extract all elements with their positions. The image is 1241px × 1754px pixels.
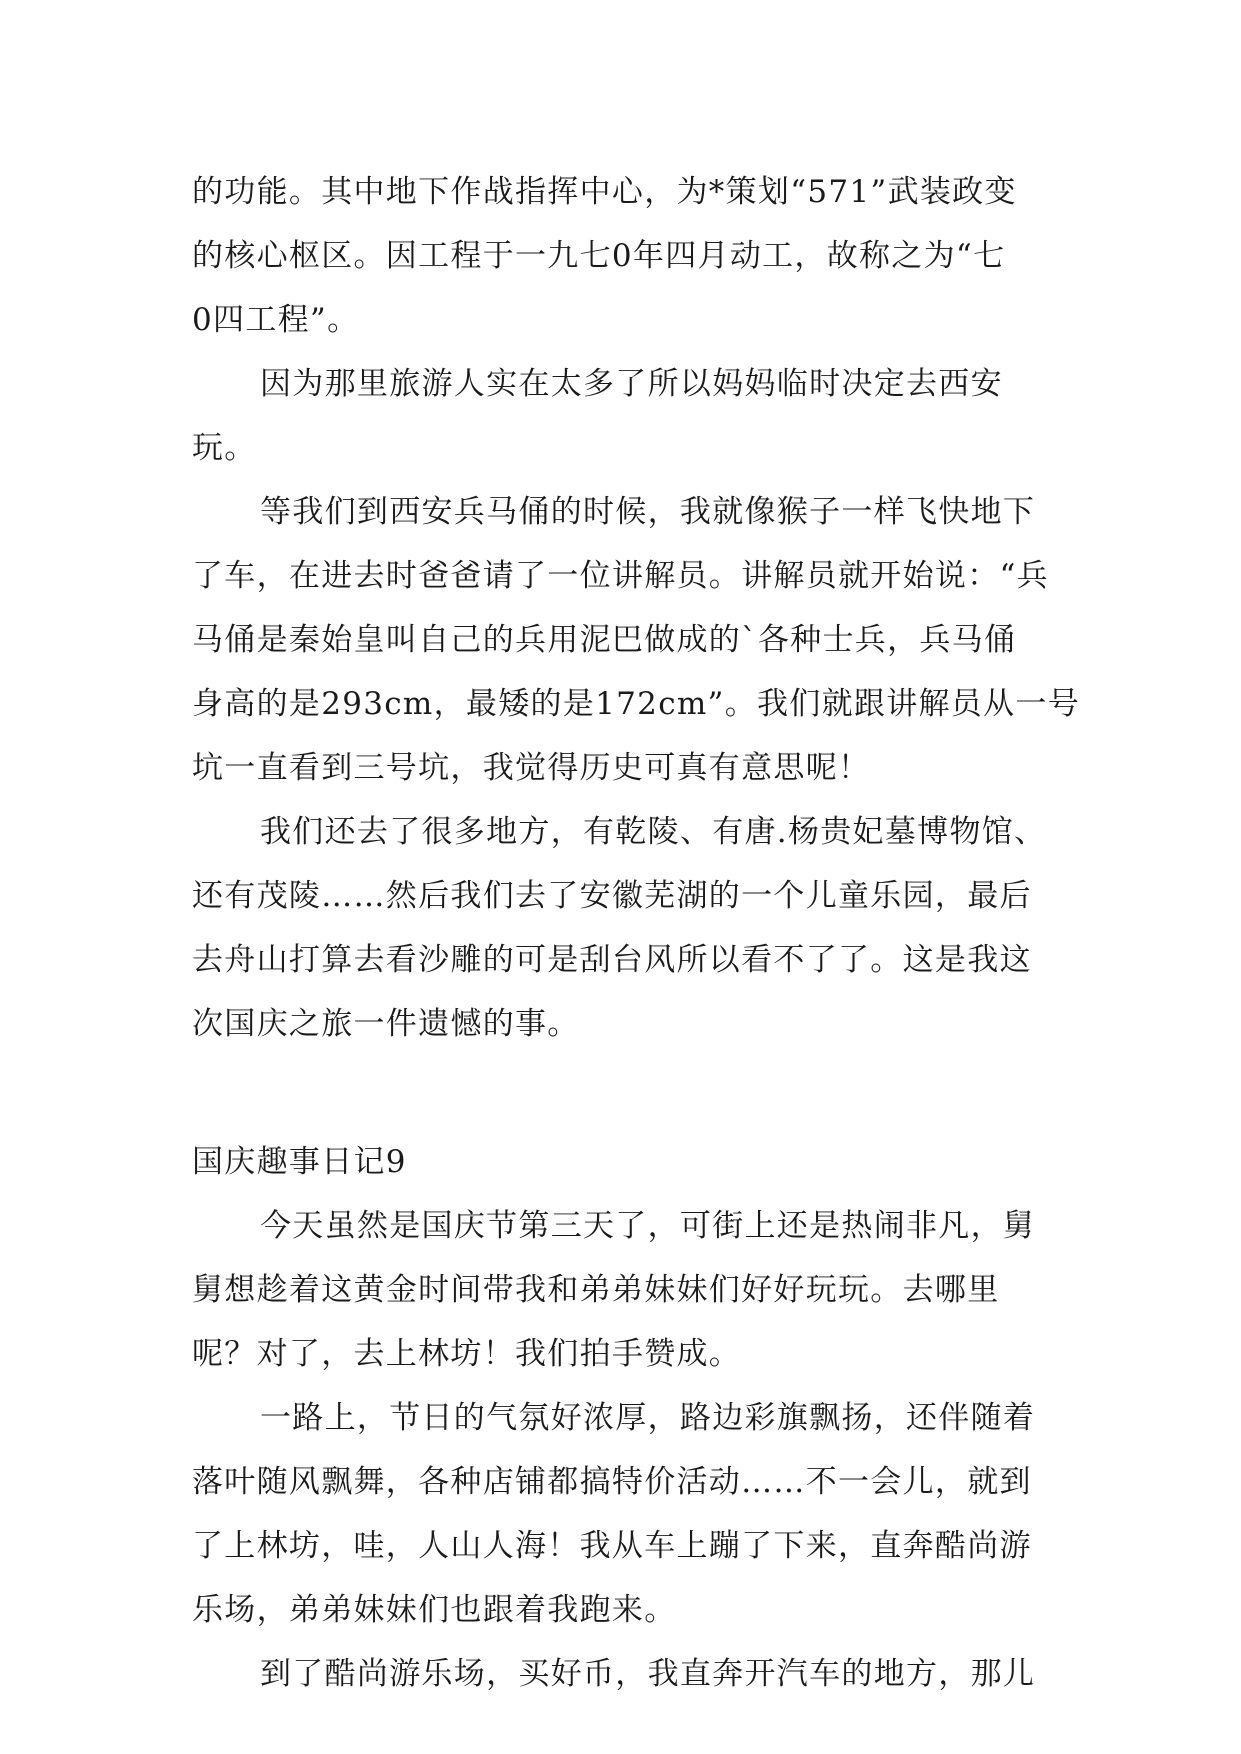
text-line: 落叶随风飘舞，各种店铺都搞特价活动……不一会儿，就到: [192, 1464, 1032, 1500]
text-line: 的核心枢区。因工程于一九七0年四月动工，故称之为“七: [192, 238, 1006, 274]
text-line: 去舟山打算去看沙雕的可是刮台风所以看不了了。这是我这: [192, 942, 1032, 978]
text-line: 舅想趁着这黄金时间带我和弟弟妹妹们好好玩玩。去哪里: [192, 1272, 1000, 1308]
text-line: 我们还去了很多地方，有乾陵、有唐.杨贵妃墓博物馆、: [260, 814, 1047, 850]
text-block-bottom: [192, 1194, 1052, 1706]
text-line: 到了酷尚游乐场，买好币，我直奔开汽车的地方，那儿: [260, 1656, 1036, 1692]
text-line: 0四工程”。: [192, 302, 360, 338]
paragraph: [192, 1386, 1052, 1642]
text-line: 了上林坊，哇，人山人海！我从车上蹦了下来，直奔酷尚游: [192, 1528, 1032, 1564]
text-line: 坑一直看到三号坑，我觉得历史可真有意思呢！: [192, 750, 871, 786]
text-line: 等我们到西安兵马俑的时候，我就像猴子一样飞快地下: [260, 494, 1036, 530]
text-line: 身高的是293cm，最矮的是172cm”。我们就跟讲解员从一号: [192, 686, 1080, 722]
paragraph: [192, 352, 1052, 480]
paragraph: [192, 800, 1052, 1056]
section-title: 国庆趣事日记9: [192, 1144, 407, 1180]
text-line: 因为那里旅游人实在太多了所以妈妈临时决定去西安: [260, 366, 1003, 402]
text-line: 一路上，节日的气氛好浓厚，路边彩旗飘扬，还伴随着: [260, 1400, 1036, 1436]
text-line: 今天虽然是国庆节第三天了，可街上还是热闹非凡，舅: [260, 1208, 1036, 1244]
text-line: 玩。: [192, 430, 257, 466]
paragraph: [192, 160, 1052, 352]
section-gap: [192, 1056, 1052, 1130]
text-line: 马俑是秦始皇叫自己的兵用泥巴做成的`各种士兵，兵马俑: [192, 622, 1017, 658]
text-line: 次国庆之旅一件遗憾的事。: [192, 1006, 580, 1042]
paragraph: [192, 1642, 1052, 1706]
text-line: 了车，在进去时爸爸请了一位讲解员。讲解员就开始说：“兵: [192, 558, 1049, 594]
paragraph: [192, 1194, 1052, 1386]
text-block-top: [192, 160, 1080, 1056]
text-line: 还有茂陵……然后我们去了安徽芜湖的一个儿童乐园，最后: [192, 878, 1032, 914]
document-page: [192, 160, 1080, 1706]
text-line: 乐场，弟弟妹妹们也跟着我跑来。: [192, 1592, 677, 1628]
text-line: 呢？对了，去上林坊！我们拍手赞成。: [192, 1336, 742, 1372]
paragraph: [192, 480, 1080, 800]
text-line: 的功能。其中地下作战指挥中心，为*策划“571”武装政变: [192, 174, 1017, 210]
